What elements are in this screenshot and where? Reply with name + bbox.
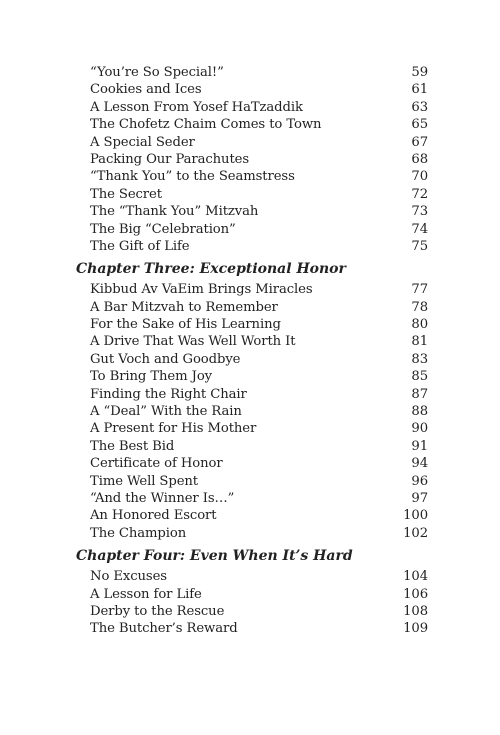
toc-entry-title: The Big “Celebration”	[90, 221, 236, 237]
chapter-heading: Chapter Four: Even When It’s Hard	[76, 548, 353, 565]
toc-entry-page: 59	[411, 65, 428, 80]
toc-entry-title: For the Sake of His Learning	[90, 317, 281, 333]
toc-entry-page: 91	[411, 438, 428, 454]
toc-entry-page: 68	[411, 151, 428, 167]
toc-entry-title: A Bar Mitzvah to Remember	[90, 299, 278, 315]
toc-entry-page: 106	[403, 586, 428, 602]
toc-entry-title: The Chofetz Chaim Comes to Town	[90, 117, 322, 133]
toc-entry	[76, 568, 428, 585]
toc-entry	[76, 586, 428, 603]
toc-entry	[76, 168, 428, 185]
toc-entry-title: A Present for His Mother	[90, 421, 257, 437]
toc-entry-page: 100	[403, 508, 428, 524]
toc-entry-page: 108	[403, 603, 428, 619]
toc-entry-page: 85	[411, 369, 428, 385]
toc-entry-title: The Best Bid	[90, 438, 175, 454]
toc-entry-title: The “Thank You” Mitzvah	[90, 204, 259, 220]
toc-entry-title: Packing Our Parachutes	[90, 151, 250, 167]
toc-entry-title: Gut Voch and Goodbye	[90, 351, 241, 367]
toc-entry-page: 70	[411, 169, 428, 185]
toc-entry-title: A Lesson From Yosef HaTzaddik	[90, 99, 303, 115]
toc-entry-page: 88	[411, 404, 428, 420]
toc-entry	[76, 203, 428, 220]
toc-section-chapter-four	[76, 544, 428, 638]
toc-entry-title: A Lesson for Life	[90, 586, 202, 602]
toc-entry-title: A Drive That Was Well Worth It	[90, 334, 296, 350]
toc-entry-title: “You’re So Special!”	[90, 65, 224, 80]
toc-entry-page: 75	[411, 238, 428, 254]
toc-entry-page: 83	[411, 351, 428, 367]
toc-entry	[76, 507, 428, 524]
toc-entry	[76, 134, 428, 151]
toc-entry	[76, 403, 428, 420]
toc-entry-page: 61	[411, 82, 428, 98]
toc-entry-page: 73	[411, 204, 428, 220]
toc-entry-title: Derby to the Rescue	[90, 603, 225, 619]
toc-entry	[76, 351, 428, 368]
toc-section-chapter-three	[76, 257, 428, 542]
toc-entry-page: 77	[411, 282, 428, 298]
toc-entry-page: 90	[411, 421, 428, 437]
toc-entry-title: No Excuses	[90, 569, 167, 585]
toc-section-continued	[76, 64, 428, 255]
toc-entry	[76, 333, 428, 350]
toc-entry	[76, 438, 428, 455]
toc-entry-page: 94	[411, 456, 428, 472]
toc-entry-title: Certificate of Honor	[90, 456, 223, 472]
table-of-contents	[76, 64, 428, 638]
chapter-heading: Chapter Three: Exceptional Honor	[76, 261, 346, 278]
toc-entry	[76, 603, 428, 620]
toc-entry-title: The Secret	[90, 186, 162, 202]
toc-entry-title: A “Deal” With the Rain	[90, 404, 242, 420]
toc-entry-page: 104	[403, 569, 428, 585]
toc-entry-page: 74	[411, 221, 428, 237]
toc-entry-title: “And the Winner Is…”	[90, 490, 235, 506]
toc-entry	[76, 99, 428, 116]
toc-entry-title: The Gift of Life	[90, 238, 190, 254]
toc-entry-title: “Thank You” to the Seamstress	[90, 169, 295, 185]
toc-entry	[76, 473, 428, 490]
toc-entry	[76, 81, 428, 98]
toc-entry-page: 65	[411, 117, 428, 133]
toc-entry-title: Kibbud Av VaEim Brings Miracles	[90, 282, 313, 298]
toc-entry	[76, 238, 428, 255]
toc-entry	[76, 386, 428, 403]
toc-entry-title: To Bring Them Joy	[90, 369, 213, 385]
toc-entry-title: Cookies and Ices	[90, 82, 202, 98]
toc-entry-page: 80	[411, 317, 428, 333]
toc-entry-page: 63	[411, 99, 428, 115]
toc-entry-page: 87	[411, 386, 428, 402]
toc-entry	[76, 525, 428, 542]
toc-entry-title: The Champion	[90, 525, 187, 541]
toc-entry-page: 81	[411, 334, 428, 350]
toc-entry	[76, 455, 428, 472]
toc-entry	[76, 151, 428, 168]
toc-entry-title: A Special Seder	[90, 134, 195, 150]
toc-entry-page: 96	[411, 473, 428, 489]
toc-entry-page: 102	[403, 525, 428, 541]
toc-entry	[76, 116, 428, 133]
toc-entry	[76, 221, 428, 238]
toc-entry	[76, 420, 428, 437]
toc-entry	[76, 299, 428, 316]
toc-entry-page: 109	[403, 621, 428, 637]
toc-entry-page: 97	[411, 490, 428, 506]
toc-entry	[76, 64, 428, 81]
toc-entry	[76, 186, 428, 203]
toc-entry	[76, 316, 428, 333]
toc-entry-title: The Butcher’s Reward	[90, 621, 238, 637]
toc-entry	[76, 490, 428, 507]
toc-entry-page: 78	[411, 299, 428, 315]
toc-entry-title: Finding the Right Chair	[90, 386, 247, 402]
toc-entry-page: 67	[411, 134, 428, 150]
toc-entry	[76, 281, 428, 298]
toc-entry-title: An Honored Escort	[90, 508, 217, 524]
toc-entry-title: Time Well Spent	[90, 473, 198, 489]
toc-entry-page: 72	[411, 186, 428, 202]
toc-entry	[76, 620, 428, 637]
toc-entry	[76, 368, 428, 385]
